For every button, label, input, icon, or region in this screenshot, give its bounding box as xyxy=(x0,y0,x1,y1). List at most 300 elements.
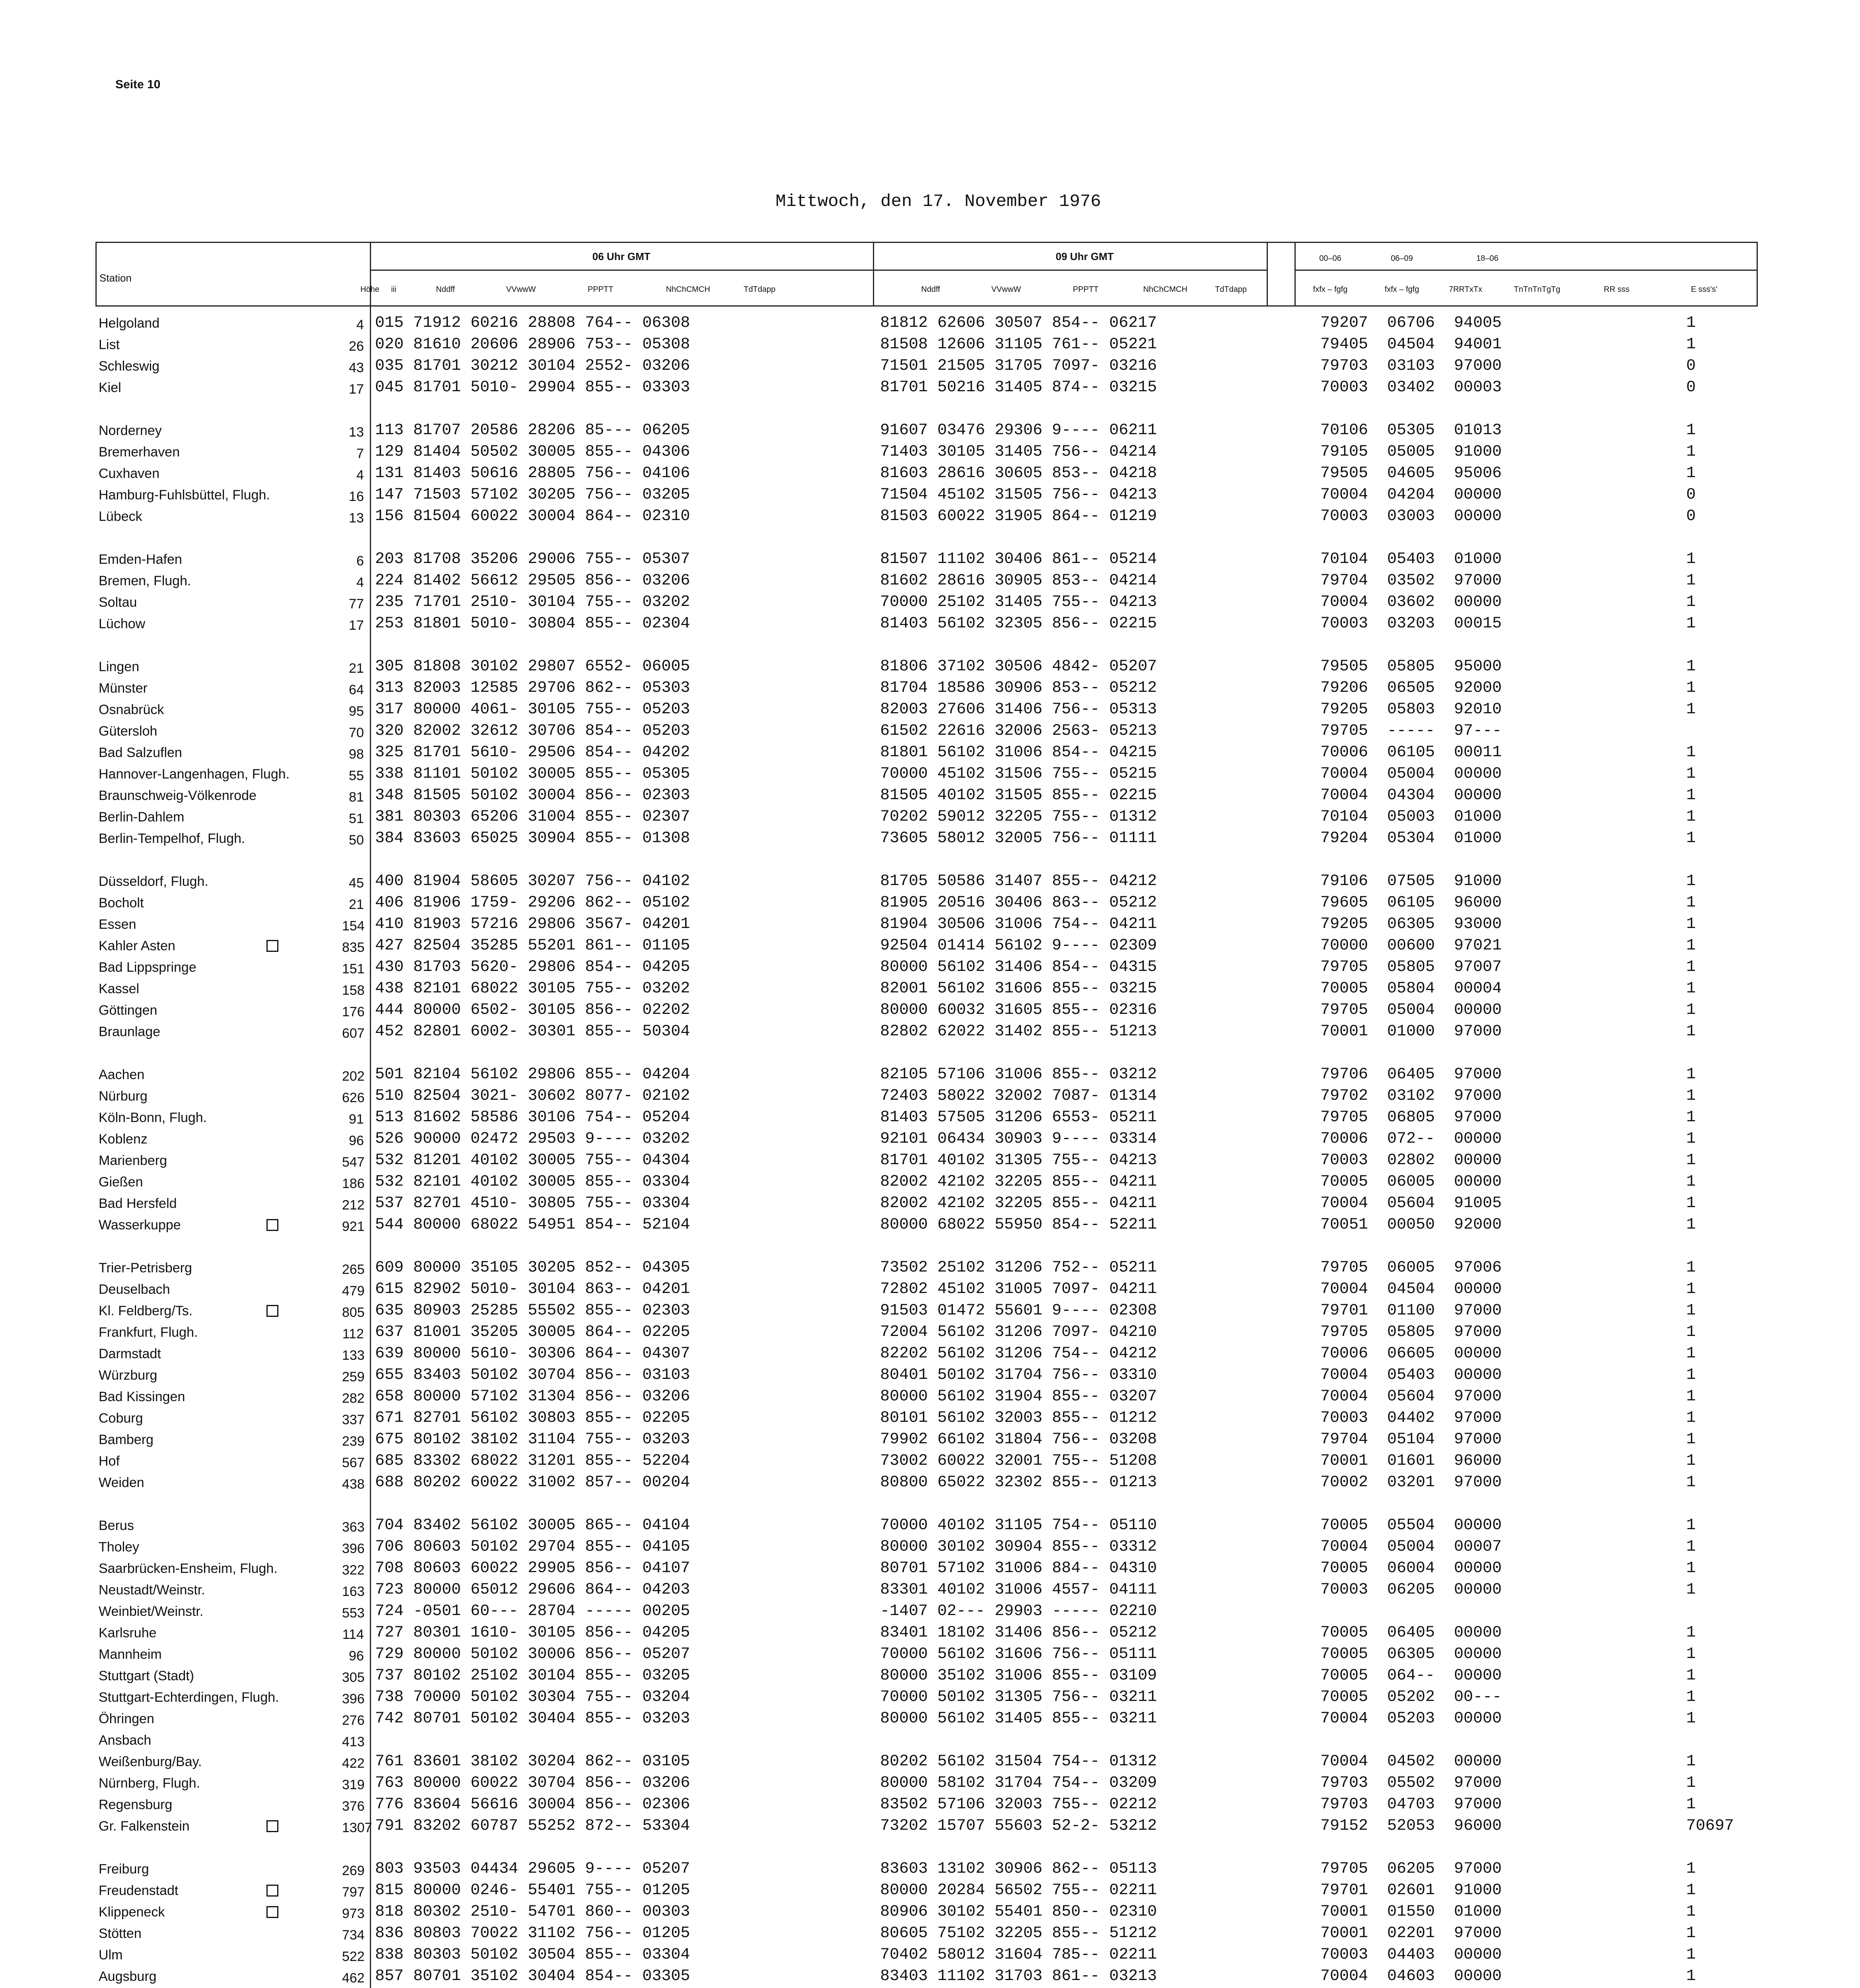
station-name: Hannover-Langenhagen, Flugh. xyxy=(99,767,290,782)
extra-group: 1 xyxy=(1686,421,1696,439)
extremes-group: 79705 ----- 97--- xyxy=(1320,722,1502,740)
station-name: Deuselbach xyxy=(99,1282,170,1297)
obs-09-group: 82002 42102 32205 855-- 04211 xyxy=(880,1194,1157,1212)
station-height: 835 xyxy=(342,940,365,955)
obs-09-group: 71501 21505 31705 7097- 03216 xyxy=(880,357,1157,375)
extremes-group: 70004 03602 00000 xyxy=(1320,593,1502,611)
extra-group: 1 xyxy=(1686,1409,1696,1427)
extra-group: 1 xyxy=(1686,1796,1696,1813)
extra-group: 1 xyxy=(1686,1194,1696,1212)
extremes-group: 79705 06005 97006 xyxy=(1320,1259,1502,1277)
station-height: 17 xyxy=(349,618,364,633)
extremes-group: 70005 06005 00000 xyxy=(1320,1173,1502,1191)
station-name: Nürburg xyxy=(99,1089,148,1104)
extra-group: 1 xyxy=(1686,443,1696,461)
extra-group: 1 xyxy=(1686,1516,1696,1534)
extremes-group: 70005 05804 00004 xyxy=(1320,980,1502,998)
mountain-station-square-icon xyxy=(266,1820,278,1832)
header-06-col-1: Nddff xyxy=(436,285,455,294)
table-row xyxy=(95,1128,1758,1149)
table-row xyxy=(95,1192,1758,1213)
extremes-group: 70004 05004 00007 xyxy=(1320,1538,1502,1556)
station-name: Frankfurt, Flugh. xyxy=(99,1325,198,1340)
station-name: Schleswig xyxy=(99,359,160,374)
header-09-col-3: PPPTT xyxy=(1073,285,1099,294)
station-name: Aachen xyxy=(99,1067,145,1082)
extremes-group: 79705 06205 97000 xyxy=(1320,1860,1502,1878)
table-row xyxy=(95,1578,1758,1600)
header-09-rule xyxy=(873,270,1267,271)
station-name: Kiel xyxy=(99,380,121,395)
obs-06-group: 706 80603 50102 29704 855-- 04105 xyxy=(375,1538,690,1556)
extra-group: 1 xyxy=(1686,1753,1696,1771)
obs-09-group: 81701 50216 31405 874-- 03215 xyxy=(880,379,1157,396)
obs-09-group: 71504 45102 31505 756-- 04213 xyxy=(880,486,1157,504)
mountain-station-square-icon xyxy=(266,1305,278,1317)
header-06-rule xyxy=(370,270,873,271)
table-row xyxy=(95,1364,1758,1385)
obs-09-group: 80000 56102 31405 855-- 03211 xyxy=(880,1710,1157,1728)
obs-09-group: 80000 35102 31006 855-- 03109 xyxy=(880,1667,1157,1685)
station-height: 13 xyxy=(349,425,364,440)
extra-group: 1 xyxy=(1686,1860,1696,1878)
table-row xyxy=(95,1321,1758,1342)
extra-group: 1 xyxy=(1686,958,1696,976)
station-height: 305 xyxy=(342,1670,365,1685)
table-row xyxy=(95,1342,1758,1364)
obs-06-group: 761 83601 38102 30204 862-- 03105 xyxy=(375,1753,690,1771)
header-09-col-1: Nddff xyxy=(921,285,940,294)
extremes-group: 79204 05304 01000 xyxy=(1320,829,1502,847)
extra-group: 1 xyxy=(1686,1559,1696,1577)
station-height: 239 xyxy=(342,1434,365,1449)
station-height: 96 xyxy=(349,1648,364,1664)
header-hoehe: Höhe xyxy=(360,285,379,294)
extra-group: 1 xyxy=(1686,1216,1696,1234)
obs-09-group: 83301 40102 31006 4557- 04111 xyxy=(880,1581,1157,1599)
extra-group: 1 xyxy=(1686,1903,1696,1921)
extra-group: 1 xyxy=(1686,1345,1696,1363)
obs-09-group: 80000 68022 55950 854-- 52211 xyxy=(880,1216,1157,1234)
group-divider-06 xyxy=(873,242,874,305)
table-row xyxy=(95,1772,1758,1793)
obs-09-group: 83502 57106 32003 755-- 02212 xyxy=(880,1796,1157,1813)
obs-06-group: 675 80102 38102 31104 755-- 03203 xyxy=(375,1431,690,1448)
obs-06-group: 305 81808 30102 29807 6552- 06005 xyxy=(375,658,690,676)
extremes-group: 79405 04504 94001 xyxy=(1320,336,1502,353)
obs-06-group: 444 80000 6502- 30105 856-- 02202 xyxy=(375,1001,690,1019)
table-row xyxy=(95,763,1758,784)
obs-06-group: 737 80102 25102 30104 855-- 03205 xyxy=(375,1667,690,1685)
extra-group: 70697 xyxy=(1686,1817,1734,1835)
obs-09-group: 81602 28616 30905 853-- 04214 xyxy=(880,572,1157,590)
station-name: Trier-Petrisberg xyxy=(99,1260,192,1276)
header-r-col-3: 7RRTxTx xyxy=(1448,285,1483,294)
extra-group: 1 xyxy=(1686,980,1696,998)
station-height: 7 xyxy=(356,446,364,461)
table-row xyxy=(95,891,1758,913)
obs-09-group: 82002 42102 32205 855-- 04211 xyxy=(880,1173,1157,1191)
station-height: 734 xyxy=(342,1928,365,1943)
obs-09-group: 82105 57106 31006 855-- 03212 xyxy=(880,1066,1157,1083)
extra-group: 1 xyxy=(1686,1130,1696,1148)
station-height: 4 xyxy=(356,317,364,332)
station-height: 921 xyxy=(342,1219,365,1234)
obs-09-group: 80202 56102 31504 754-- 01312 xyxy=(880,1753,1157,1771)
extra-group: 1 xyxy=(1686,1023,1696,1041)
extra-group: 1 xyxy=(1686,1645,1696,1663)
group-divider-cols xyxy=(1294,242,1296,305)
station-name: Lübeck xyxy=(99,509,142,524)
station-height: 21 xyxy=(349,661,364,676)
extra-group: 1 xyxy=(1686,1001,1696,1019)
station-height: 1307 xyxy=(342,1820,372,1835)
table-row xyxy=(95,1922,1758,1943)
station-height: 176 xyxy=(342,1004,365,1019)
obs-06-group: 655 83403 50102 30704 856-- 03103 xyxy=(375,1366,690,1384)
table-row xyxy=(95,1171,1758,1192)
extremes-group: 79105 05005 91000 xyxy=(1320,443,1502,461)
obs-06-group: 791 83202 60787 55252 872-- 53304 xyxy=(375,1817,690,1835)
station-height: 805 xyxy=(342,1305,365,1320)
header-period-06-09: 06–09 xyxy=(1391,254,1413,263)
obs-09-group: 73202 15707 55603 52-2- 53212 xyxy=(880,1817,1157,1835)
extremes-group: 70004 04204 00000 xyxy=(1320,486,1502,504)
station-name: Münster xyxy=(99,681,148,696)
table-row xyxy=(95,956,1758,977)
table-row xyxy=(95,1643,1758,1664)
extremes-group: 70005 06405 00000 xyxy=(1320,1624,1502,1642)
extremes-group: 70004 04304 00000 xyxy=(1320,786,1502,804)
obs-06-group: 704 83402 56102 30005 865-- 04104 xyxy=(375,1516,690,1534)
obs-09-group: 83403 11102 31703 861-- 03213 xyxy=(880,1967,1157,1985)
header-iii: iii xyxy=(391,285,396,294)
table-row xyxy=(95,1858,1758,1879)
extremes-group: 70104 05403 01000 xyxy=(1320,550,1502,568)
obs-09-group: 72004 56102 31206 7097- 04210 xyxy=(880,1323,1157,1341)
extra-group: 1 xyxy=(1686,1366,1696,1384)
station-height: 81 xyxy=(349,790,364,805)
extremes-group: 70005 064-- 00000 xyxy=(1320,1667,1502,1685)
extremes-group: 70104 05003 01000 xyxy=(1320,808,1502,826)
station-name: Gießen xyxy=(99,1175,143,1190)
extremes-group: 70004 05604 91005 xyxy=(1320,1194,1502,1212)
station-name: Augsburg xyxy=(99,1969,157,1984)
extremes-group: 79605 06105 96000 xyxy=(1320,894,1502,912)
station-name: Öhringen xyxy=(99,1711,154,1726)
station-name: Emden-Hafen xyxy=(99,552,182,567)
extremes-group: 70106 05305 01013 xyxy=(1320,421,1502,439)
obs-09-group: 81812 62606 30507 854-- 06217 xyxy=(880,314,1157,332)
obs-06-group: 020 81610 20606 28906 753-- 05308 xyxy=(375,336,690,353)
obs-06-group: 532 82101 40102 30005 855-- 03304 xyxy=(375,1173,690,1191)
station-height: 553 xyxy=(342,1606,365,1621)
station-height: 21 xyxy=(349,897,364,912)
station-name: Berlin-Tempelhof, Flugh. xyxy=(99,831,245,846)
table-row xyxy=(95,483,1758,505)
station-name: Bamberg xyxy=(99,1432,154,1447)
station-height: 55 xyxy=(349,768,364,783)
obs-09-group: 83401 18102 31406 856-- 05212 xyxy=(880,1624,1157,1642)
station-name: Bad Kissingen xyxy=(99,1389,185,1404)
station-name: Coburg xyxy=(99,1411,143,1426)
extremes-group: 70051 00050 92000 xyxy=(1320,1216,1502,1234)
obs-06-group: 526 90000 02472 29503 9---- 03202 xyxy=(375,1130,690,1148)
obs-06-group: 723 80000 65012 29606 864-- 04203 xyxy=(375,1581,690,1599)
extremes-group: 79705 05805 97000 xyxy=(1320,1323,1502,1341)
station-height: 276 xyxy=(342,1713,365,1728)
station-height: 45 xyxy=(349,876,364,891)
obs-09-group: 80000 60032 31605 855-- 02316 xyxy=(880,1001,1157,1019)
table-row xyxy=(95,1707,1758,1729)
station-name: Freiburg xyxy=(99,1862,149,1877)
extra-group: 1 xyxy=(1686,1087,1696,1105)
obs-09-group: 70000 50102 31305 756-- 03211 xyxy=(880,1688,1157,1706)
station-height: 50 xyxy=(349,833,364,848)
station-height: 133 xyxy=(342,1348,365,1363)
extremes-group: 79705 05004 00000 xyxy=(1320,1001,1502,1019)
station-name: Weinbiet/Weinstr. xyxy=(99,1604,204,1619)
extremes-group: 79705 06805 97000 xyxy=(1320,1109,1502,1126)
header-period-00-06: 00–06 xyxy=(1319,254,1341,263)
station-name: Lüchow xyxy=(99,616,146,631)
obs-06-group: 776 83604 56616 30004 856-- 02306 xyxy=(375,1796,690,1813)
obs-06-group: 857 80701 35102 30404 854-- 03305 xyxy=(375,1967,690,1985)
table-row xyxy=(95,1020,1758,1042)
station-height: 265 xyxy=(342,1262,365,1277)
station-height: 282 xyxy=(342,1391,365,1406)
station-name: Mannheim xyxy=(99,1647,162,1662)
obs-06-group: 803 93503 04434 29605 9---- 05207 xyxy=(375,1860,690,1878)
station-name: Marienberg xyxy=(99,1153,167,1168)
obs-09-group: 80000 30102 30904 855-- 03312 xyxy=(880,1538,1157,1556)
extremes-group: 70004 05004 00000 xyxy=(1320,765,1502,783)
table-row xyxy=(95,1450,1758,1471)
station-height: 422 xyxy=(342,1756,365,1771)
page-number: Seite 10 xyxy=(115,78,161,91)
table-row xyxy=(95,1815,1758,1836)
obs-09-group: 81904 30506 31006 754-- 04211 xyxy=(880,915,1157,933)
table-row xyxy=(95,1063,1758,1085)
obs-06-group: 235 71701 2510- 30104 755-- 03202 xyxy=(375,593,690,611)
header-06-col-5: TdTdapp xyxy=(743,285,776,294)
obs-09-group: 81704 18586 30906 853-- 05212 xyxy=(880,679,1157,697)
station-name: Lingen xyxy=(99,659,140,674)
header-06-col-3: PPPTT xyxy=(587,285,614,294)
obs-06-group: 035 81701 30212 30104 2552- 03206 xyxy=(375,357,690,375)
station-height: 16 xyxy=(349,489,364,504)
table-row xyxy=(95,1965,1758,1986)
station-height: 212 xyxy=(342,1198,365,1213)
station-height: 396 xyxy=(342,1541,365,1556)
extra-group: 1 xyxy=(1686,336,1696,353)
mountain-station-square-icon xyxy=(266,1219,278,1231)
obs-06-group: 400 81904 58605 30207 756-- 04102 xyxy=(375,872,690,890)
station-height: 64 xyxy=(349,682,364,697)
obs-06-group: 438 82101 68022 30105 755-- 03202 xyxy=(375,980,690,998)
station-name: Würzburg xyxy=(99,1368,157,1383)
header-period-18-06: 18–06 xyxy=(1476,254,1498,263)
station-name: Essen xyxy=(99,917,136,932)
extremes-group: 70003 03203 00015 xyxy=(1320,615,1502,633)
station-height: 4 xyxy=(356,575,364,590)
obs-09-group: 82003 27606 31406 756-- 05313 xyxy=(880,701,1157,718)
obs-06-group: 224 81402 56612 29505 856-- 03206 xyxy=(375,572,690,590)
extremes-group: 79206 06505 92000 xyxy=(1320,679,1502,697)
obs-09-group: 70402 58012 31604 785-- 02211 xyxy=(880,1946,1157,1964)
obs-09-group: 79902 66102 31804 756-- 03208 xyxy=(880,1431,1157,1448)
extremes-group: 79706 06405 97000 xyxy=(1320,1066,1502,1083)
station-name: Kl. Feldberg/Ts. xyxy=(99,1303,193,1318)
station-height: 70 xyxy=(349,725,364,740)
station-height: 269 xyxy=(342,1863,365,1878)
extra-group: 1 xyxy=(1686,1388,1696,1406)
table-row xyxy=(95,1256,1758,1278)
extremes-group: 79701 02601 91000 xyxy=(1320,1881,1502,1899)
station-height: 13 xyxy=(349,511,364,526)
obs-09-group: 73605 58012 32005 756-- 01111 xyxy=(880,829,1157,847)
obs-09-group: 72403 58022 32002 7087- 01314 xyxy=(880,1087,1157,1105)
extremes-group: 70004 05604 97000 xyxy=(1320,1388,1502,1406)
extra-group: 1 xyxy=(1686,550,1696,568)
header-06-col-2: VVwwW xyxy=(506,285,536,294)
extremes-group: 70001 01550 01000 xyxy=(1320,1903,1502,1921)
extremes-group: 70004 04504 00000 xyxy=(1320,1280,1502,1298)
table-row xyxy=(95,934,1758,956)
extra-group: 1 xyxy=(1686,1302,1696,1320)
obs-09-group: 73502 25102 31206 752-- 05211 xyxy=(880,1259,1157,1277)
extremes-group: 70003 03402 00003 xyxy=(1320,379,1502,396)
extremes-group: 70003 04402 97000 xyxy=(1320,1409,1502,1427)
obs-09-group: 81603 28616 30605 853-- 04218 xyxy=(880,464,1157,482)
extremes-group: 70005 06305 00000 xyxy=(1320,1645,1502,1663)
obs-06-group: 320 82002 32612 30706 854-- 05203 xyxy=(375,722,690,740)
obs-09-group: 80000 20284 56502 755-- 02211 xyxy=(880,1881,1157,1899)
station-height: 6 xyxy=(356,553,364,569)
table-row xyxy=(95,1299,1758,1321)
extra-group: 0 xyxy=(1686,486,1696,504)
extra-group: 1 xyxy=(1686,1538,1696,1556)
extremes-group: 70002 03201 97000 xyxy=(1320,1474,1502,1491)
extremes-group: 79505 04605 95006 xyxy=(1320,464,1502,482)
station-height: 202 xyxy=(342,1069,365,1084)
obs-09-group: 81403 57505 31206 6553- 05211 xyxy=(880,1109,1157,1126)
extra-group: 1 xyxy=(1686,1109,1696,1126)
extra-group: 1 xyxy=(1686,1431,1696,1448)
table-row xyxy=(95,1901,1758,1922)
extra-group: 1 xyxy=(1686,894,1696,912)
extremes-group: 70001 02201 97000 xyxy=(1320,1924,1502,1942)
obs-06-group: 384 83603 65025 30904 855-- 01308 xyxy=(375,829,690,847)
table-row xyxy=(95,505,1758,526)
extra-group: 1 xyxy=(1686,1624,1696,1642)
station-name: Berlin-Dahlem xyxy=(99,810,185,825)
extremes-group: 70003 04403 00000 xyxy=(1320,1946,1502,1964)
station-height: 438 xyxy=(342,1477,365,1492)
table-row xyxy=(95,1428,1758,1450)
station-name: Norderney xyxy=(99,423,162,438)
header-station: Station xyxy=(99,272,132,284)
header-r-col-1: fxfx – fgfg xyxy=(1313,285,1348,294)
station-name: Berus xyxy=(99,1518,134,1533)
station-name: Gr. Falkenstein xyxy=(99,1819,190,1834)
station-name: Neustadt/Weinstr. xyxy=(99,1582,205,1598)
table-row xyxy=(95,1149,1758,1171)
extra-group: 1 xyxy=(1686,615,1696,633)
extremes-group: 70005 05202 00--- xyxy=(1320,1688,1502,1706)
station-name: List xyxy=(99,337,120,352)
table-row xyxy=(95,1514,1758,1536)
station-name: Weiden xyxy=(99,1475,144,1490)
obs-09-group: 91503 01472 55601 9---- 02308 xyxy=(880,1302,1157,1320)
extra-group: 1 xyxy=(1686,1667,1696,1685)
header-r-col-5: RR sss xyxy=(1603,285,1630,294)
obs-09-group: 81905 20516 30406 863-- 05212 xyxy=(880,894,1157,912)
station-name: Klippeneck xyxy=(99,1905,165,1920)
station-name: Helgoland xyxy=(99,316,160,331)
extra-group: 0 xyxy=(1686,507,1696,525)
station-height: 626 xyxy=(342,1090,365,1105)
obs-06-group: 818 80302 2510- 54701 860-- 00303 xyxy=(375,1903,690,1921)
extremes-group: 70004 04603 00000 xyxy=(1320,1967,1502,1985)
table-row xyxy=(95,333,1758,355)
station-height: 322 xyxy=(342,1563,365,1578)
extra-group: 1 xyxy=(1686,786,1696,804)
obs-09-group: 70000 56102 31606 756-- 05111 xyxy=(880,1645,1157,1663)
station-height: 4 xyxy=(356,468,364,483)
obs-06-group: 763 80000 60022 30704 856-- 03206 xyxy=(375,1774,690,1792)
table-row xyxy=(95,419,1758,441)
obs-06-group: 129 81404 50502 30005 855-- 04306 xyxy=(375,443,690,461)
extra-group: 1 xyxy=(1686,1946,1696,1964)
extra-group: 1 xyxy=(1686,679,1696,697)
obs-09-group: 81508 12606 31105 761-- 05221 xyxy=(880,336,1157,353)
extremes-group: 70003 03003 00000 xyxy=(1320,507,1502,525)
obs-09-group: 82001 56102 31606 855-- 03215 xyxy=(880,980,1157,998)
table-row xyxy=(95,1106,1758,1128)
station-height: 96 xyxy=(349,1133,364,1148)
obs-09-group: 61502 22616 32006 2563- 05213 xyxy=(880,722,1157,740)
extremes-group: 79152 52053 96000 xyxy=(1320,1817,1502,1835)
group-divider-09 xyxy=(1267,242,1268,305)
station-height: 98 xyxy=(349,747,364,762)
obs-09-group: 81701 40102 31305 755-- 04213 xyxy=(880,1151,1157,1169)
extremes-group: 70006 072-- 00000 xyxy=(1320,1130,1502,1148)
obs-09-group: 81507 11102 30406 861-- 05214 xyxy=(880,550,1157,568)
header-r-col-2: fxfx – fgfg xyxy=(1384,285,1419,294)
extra-group: 1 xyxy=(1686,1881,1696,1899)
extremes-group: 70003 02802 00000 xyxy=(1320,1151,1502,1169)
obs-09-group: 70000 45102 31506 755-- 05215 xyxy=(880,765,1157,783)
extra-group: 1 xyxy=(1686,593,1696,611)
obs-09-group: 81705 50586 31407 855-- 04212 xyxy=(880,872,1157,890)
obs-06-group: 513 81602 58586 30106 754-- 05204 xyxy=(375,1109,690,1126)
obs-06-group: 836 80803 70022 31102 756-- 01205 xyxy=(375,1924,690,1942)
station-height: 363 xyxy=(342,1520,365,1535)
table-row xyxy=(95,677,1758,698)
table-row xyxy=(95,1471,1758,1493)
obs-09-group: 82202 56102 31206 754-- 04212 xyxy=(880,1345,1157,1363)
obs-06-group: 738 70000 50102 30304 755-- 03204 xyxy=(375,1688,690,1706)
station-name: Stuttgart-Echterdingen, Flugh. xyxy=(99,1690,279,1705)
date-title: Mittwoch, den 17. November 1976 xyxy=(775,192,1101,212)
station-name: Bad Salzuflen xyxy=(99,745,182,760)
extra-group: 1 xyxy=(1686,1710,1696,1728)
station-name: Bremerhaven xyxy=(99,445,180,460)
obs-06-group: 510 82504 3021- 30602 8077- 02102 xyxy=(375,1087,690,1105)
table-row xyxy=(95,1686,1758,1707)
station-height: 151 xyxy=(342,961,365,977)
